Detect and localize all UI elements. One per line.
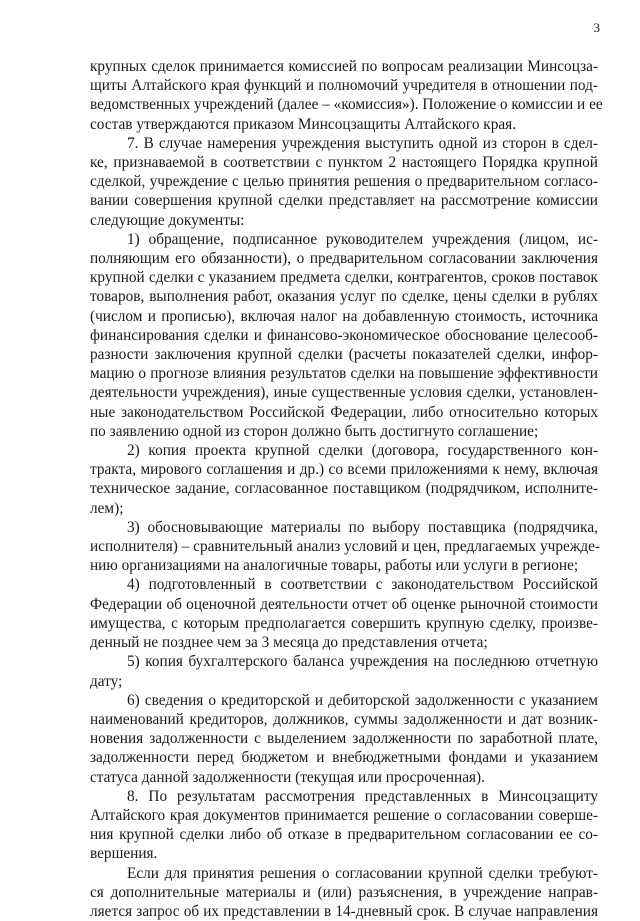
text-line: следующие документы: bbox=[90, 211, 245, 229]
text-line: денный не позднее чем за 3 месяца до представления отчета; bbox=[90, 634, 488, 652]
text-line: состав утверждаются приказом Минсоцзащиты Алтайского края. bbox=[90, 115, 517, 133]
paragraph bbox=[90, 652, 598, 690]
paragraph bbox=[90, 57, 603, 134]
text-line: Если для принятия решения о согласовании крупной сделки требуют- bbox=[127, 864, 598, 882]
text-line: 4) подготовленный в соответствии с законодательством Российской bbox=[127, 576, 598, 594]
paragraph bbox=[90, 575, 598, 652]
paragraph bbox=[90, 441, 598, 518]
paragraph bbox=[90, 134, 598, 230]
text-line: техническое задание, согласованное поставщиком (подрядчиком, исполните- bbox=[90, 480, 598, 498]
text-line: новения задолженности с выделением задолженности по заработной плате, bbox=[90, 730, 598, 748]
document-body bbox=[90, 57, 603, 921]
paragraph bbox=[90, 864, 598, 921]
paragraph bbox=[90, 691, 598, 787]
text-line: 5) копия бухгалтерского баланса учреждения на последнюю отчетную bbox=[127, 653, 598, 671]
text-line: сделкой, учреждение с целью принятия решения о предварительном согласо- bbox=[90, 173, 598, 191]
text-line: деятельности учреждения), иные существенные условия сделки, установлен- bbox=[90, 384, 598, 402]
text-line: лем); bbox=[90, 499, 124, 517]
text-line: финансирования сделки и финансово-экономическое обоснование целесооб- bbox=[90, 326, 598, 344]
text-line: крупной сделки с указанием предмета сделки, контрагентов, сроков поставок bbox=[90, 269, 598, 287]
text-line: разности заключения крупной сделки (расчеты показателей сделки, инфор- bbox=[90, 346, 598, 364]
text-line: дату; bbox=[90, 672, 123, 690]
text-line: полняющим его обязанности), о предварительном согласовании заключения bbox=[90, 250, 598, 268]
text-line: ния крупной сделки либо об отказе в предварительном согласовании ее со- bbox=[90, 826, 598, 844]
text-line: статуса данной задолженности (текущая или просроченная). bbox=[90, 768, 485, 786]
text-line: 6) сведения о кредиторской и дебиторской задолженности с указанием bbox=[127, 691, 598, 709]
text-line: 8. По результатам рассмотрения представленных в Минсоцзащиту bbox=[127, 787, 598, 805]
text-line: Алтайского края документов принимается решение о согласовании соверше- bbox=[90, 806, 598, 824]
text-line: ведомственных учреждений (далее – «комиссия»). Положение о комиссии и ее bbox=[90, 96, 603, 114]
text-line: 3) обосновывающие материалы по выбору поставщика (подрядчика, bbox=[127, 518, 598, 536]
text-line: ные законодательством Российской Федерации, либо относительно которых bbox=[90, 403, 598, 421]
text-line: мацию о прогнозе влияния результатов сделки на повышение эффективности bbox=[90, 365, 598, 383]
text-line: ке, признаваемой в соответствии с пунктом 2 настоящего Порядка крупной bbox=[90, 154, 598, 172]
text-line: товаров, выполнения работ, оказания услуг по сделке, цены сделки в рублях bbox=[90, 288, 598, 306]
text-line: щиты Алтайского края функций и полномочий учредителя в отношении под- bbox=[90, 77, 598, 95]
text-line: 1) обращение, подписанное руководителем учреждения (лицом, ис- bbox=[127, 230, 598, 248]
text-line: 2) копия проекта крупной сделки (договора, государственного кон- bbox=[127, 442, 598, 460]
paragraph bbox=[90, 518, 601, 576]
text-line: нию организациями на аналогичные товары, работы или услуги в регионе; bbox=[90, 557, 579, 575]
text-line: имущества, с которым предполагается совершить крупную сделку, произве- bbox=[90, 614, 598, 632]
paragraph bbox=[90, 230, 598, 441]
text-line: вании совершения крупной сделки представляет на рассмотрение комиссии bbox=[90, 192, 598, 210]
text-line: ся дополнительные материалы и (или) разъяснения, в учреждение направ- bbox=[90, 883, 598, 901]
text-line: тракта, мирового соглашения и др.) со всеми приложениями к нему, включая bbox=[90, 461, 598, 479]
text-line: по заявлению одной из сторон должно быть достигнуто соглашение; bbox=[90, 422, 539, 440]
text-line: 7. В случае намерения учреждения выступить одной из сторон в сдел- bbox=[127, 134, 598, 152]
text-line: исполнителя) – сравнительный анализ условий и цен, предлагаемых учрежде- bbox=[90, 538, 601, 556]
text-line: ляется запрос об их представлении в 14-дневный срок. В случае направления bbox=[90, 902, 598, 920]
text-line: наименований кредиторов, должников, суммы задолженности и дат возник- bbox=[90, 710, 598, 728]
text-line: вершения. bbox=[90, 845, 158, 863]
text-line: (числом и прописью), включая налог на добавленную стоимость, источника bbox=[90, 307, 598, 325]
paragraph bbox=[90, 787, 598, 864]
text-line: Федерации об оценочной деятельности отчет об оценке рыночной стоимости bbox=[90, 595, 598, 613]
text-line: крупных сделок принимается комиссией по вопросам реализации Минсоцза- bbox=[90, 58, 598, 75]
text-line: задолженности перед бюджетом и внебюджетными фондами и указанием bbox=[90, 749, 598, 767]
page-number: 3 bbox=[593, 20, 600, 35]
